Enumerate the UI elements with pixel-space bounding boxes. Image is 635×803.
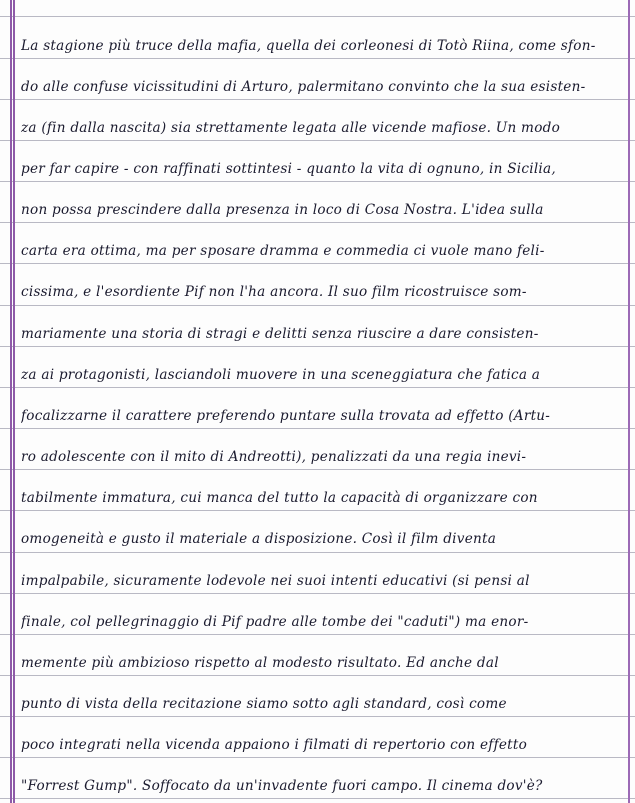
ruled-line [0, 798, 635, 799]
ruled-line [0, 552, 635, 553]
ruled-line [0, 469, 635, 470]
text-line: "Forrest Gump". Soffocato da un'invadente fuori campo. Il cinema dov'è? [21, 778, 543, 794]
text-line: tabilmente immatura, cui manca del tutto la capacità di organizzare con [21, 490, 538, 506]
text-line: per far capire - con raffinati sottintesi - quanto la vita di ognuno, in Sicilia, [21, 161, 556, 177]
text-line: poco integrati nella vicenda appaiono i filmati di repertorio con effetto [21, 737, 528, 753]
ruled-line [0, 634, 635, 635]
ruled-line [0, 387, 635, 388]
ruled-line [0, 263, 635, 264]
text-line: La stagione più truce della mafia, quella dei corleonesi di Totò Riina, come sfon- [21, 38, 596, 54]
text-line: za (fin dalla nascita) sia strettamente legata alle vicende mafiose. Un modo [21, 120, 561, 136]
text-line: omogeneità e gusto il materiale a disposizione. Così il film diventa [21, 531, 497, 547]
left-margin-line [10, 0, 12, 803]
ruled-line [0, 593, 635, 594]
ruled-line [0, 346, 635, 347]
right-margin-line [628, 0, 630, 803]
ruled-line [0, 510, 635, 511]
text-line: memente più ambizioso rispetto al modesto risultato. Ed anche dal [21, 655, 499, 671]
ruled-line [0, 305, 635, 306]
ruled-line [0, 757, 635, 758]
ruled-line [0, 58, 635, 59]
ruled-line [0, 675, 635, 676]
text-line: cissima, e l'esordiente Pif non l'ha ancora. Il suo film ricostruisce som- [21, 284, 527, 300]
text-line: do alle confuse vicissitudini di Arturo, palermitano convinto che la sua esisten- [21, 79, 586, 95]
ruled-line [0, 16, 635, 17]
ruled-line [0, 140, 635, 141]
text-line: focalizzarne il carattere preferendo puntare sulla trovata ad effetto (Artu- [21, 408, 551, 424]
ruled-line [0, 222, 635, 223]
ruled-line [0, 99, 635, 100]
text-line: non possa prescindere dalla presenza in loco di Cosa Nostra. L'idea sulla [21, 202, 544, 218]
ruled-line [0, 181, 635, 182]
left-margin-line [13, 0, 15, 803]
text-line: punto di vista della recitazione siamo sotto agli standard, così come [21, 696, 507, 712]
text-line: za ai protagonisti, lasciandoli muovere in una sceneggiatura che fatica a [21, 367, 541, 383]
text-line: finale, col pellegrinaggio di Pif padre alle tombe dei "caduti") ma enor- [21, 614, 529, 630]
text-line: ro adolescente con il mito di Andreotti), penalizzati da una regia inevi- [21, 449, 527, 465]
ruled-line [0, 716, 635, 717]
ruled-line [0, 428, 635, 429]
text-line: impalpabile, sicuramente lodevole nei suoi intenti educativi (si pensi al [21, 573, 530, 589]
text-line: mariamente una storia di stragi e delitti senza riuscire a dare consisten- [21, 326, 539, 342]
text-line: carta era ottima, ma per sposare dramma e commedia ci vuole mano feli- [21, 243, 545, 259]
